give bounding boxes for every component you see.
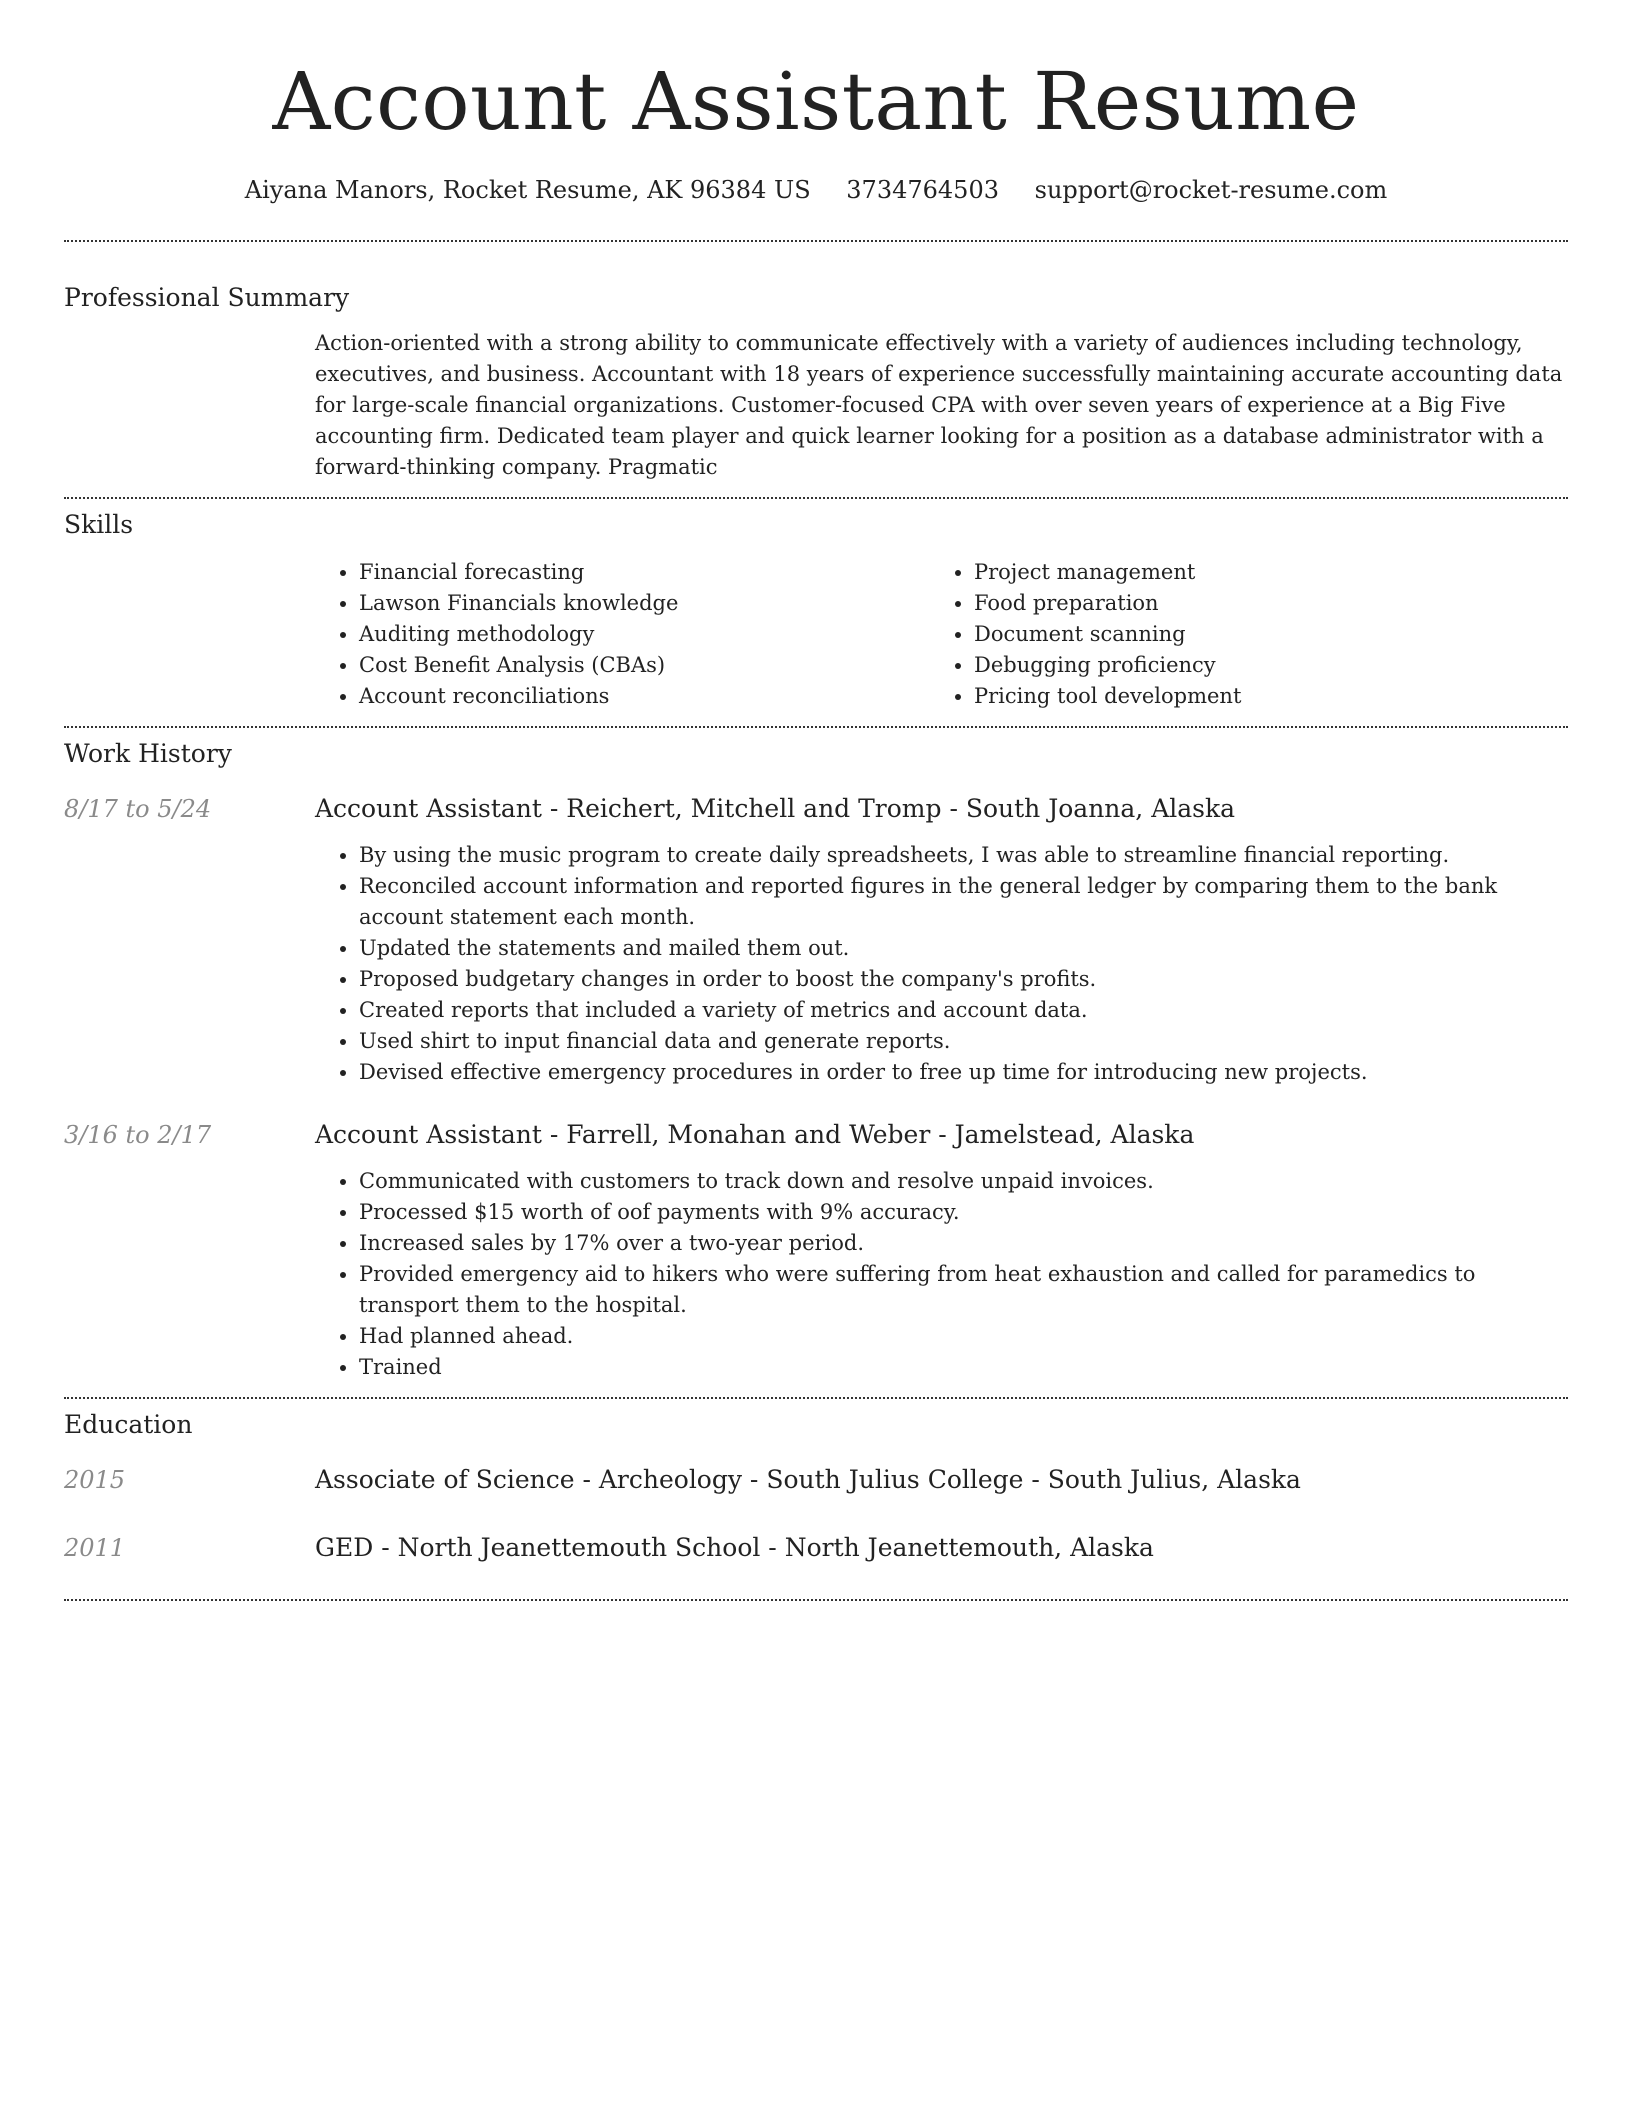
page-title: Account Assistant Resume <box>272 55 1360 148</box>
job-bullet: • Provided emergency aid to hikers who were suffering from heat exhaustion and called for paramedics to transport them to the hospital. <box>359 1259 1568 1321</box>
job-entry <box>64 1118 1568 1383</box>
contact-email: support@rocket-resume.com <box>1034 176 1388 204</box>
job-bullet: • Increased sales by 17% over a two-year period. <box>359 1228 1568 1259</box>
education-section <box>64 1399 1568 1599</box>
education-heading: Education <box>64 1410 193 1439</box>
job-bullet: • Trained <box>359 1352 1568 1383</box>
education-year: 2015 <box>64 1466 126 1494</box>
work-section <box>64 728 1568 1383</box>
work-heading: Work History <box>64 739 232 768</box>
skills-list <box>315 557 1565 712</box>
resume-page <box>64 0 1568 1601</box>
summary-section <box>64 242 1568 483</box>
skill-item: • Lawson Financials knowledge <box>359 588 930 619</box>
job-bullet: • Proposed budgetary changes in order to boost the company's profits. <box>359 964 1568 995</box>
job-bullet: • Reconciled account information and reported figures in the general ledger by comparing them to the bank account statement each month. <box>359 871 1568 933</box>
skill-item: • Pricing tool development <box>974 681 1545 712</box>
summary-heading: Professional Summary <box>64 283 350 312</box>
education-title: Associate of Science - Archeology - South Julius College - South Julius, Alaska <box>315 1465 1301 1494</box>
education-entry <box>64 1531 1568 1599</box>
skill-item: • Auditing methodology <box>359 619 930 650</box>
job-bullets <box>315 840 1568 1088</box>
contact-phone: 3734764503 <box>846 176 999 204</box>
skills-heading: Skills <box>64 510 134 539</box>
skills-column-left <box>315 557 930 712</box>
job-dates: 3/16 to 2/17 <box>64 1121 212 1149</box>
job-title: Account Assistant - Reichert, Mitchell and Tromp - South Joanna, Alaska <box>315 794 1236 823</box>
skill-item: • Debugging proficiency <box>974 650 1545 681</box>
contact-address: Aiyana Manors, Rocket Resume, AK 96384 US <box>244 176 811 204</box>
job-bullet: • By using the music program to create daily spreadsheets, I was able to streamline financial reporting. <box>359 840 1568 871</box>
divider <box>64 1599 1568 1601</box>
job-entry <box>64 792 1568 1088</box>
education-title: GED - North Jeanettemouth School - North Jeanettemouth, Alaska <box>315 1533 1154 1562</box>
skill-item: • Financial forecasting <box>359 557 930 588</box>
skills-section <box>64 499 1568 712</box>
job-title: Account Assistant - Farrell, Monahan and Weber - Jamelstead, Alaska <box>315 1120 1195 1149</box>
skill-item: • Project management <box>974 557 1545 588</box>
job-bullet: • Used shirt to input financial data and generate reports. <box>359 1026 1568 1057</box>
skill-item: • Document scanning <box>974 619 1545 650</box>
education-entry <box>64 1463 1568 1531</box>
skill-item: • Account reconciliations <box>359 681 930 712</box>
job-bullets <box>315 1166 1568 1383</box>
job-bullet: • Devised effective emergency procedures in order to free up time for introducing new projects. <box>359 1057 1568 1088</box>
contact-line <box>64 174 1568 206</box>
job-bullet: • Processed $15 worth of oof payments with 9% accuracy. <box>359 1197 1568 1228</box>
skill-item: • Food preparation <box>974 588 1545 619</box>
job-dates: 8/17 to 5/24 <box>64 795 212 823</box>
job-bullet: • Had planned ahead. <box>359 1321 1568 1352</box>
job-bullet: • Updated the statements and mailed them out. <box>359 933 1568 964</box>
skill-item: • Cost Benefit Analysis (CBAs) <box>359 650 930 681</box>
job-bullet: • Communicated with customers to track down and resolve unpaid invoices. <box>359 1166 1568 1197</box>
summary-text: Action-oriented with a strong ability to communicate effectively with a variety of audiences including technology, executives, and business. Accountant with 18 years of experience successfully maintaining accurate accounting data for large-scale financial organizations. Customer-focused CPA with over seven years of experience at a Big Five accounting firm. Dedicated team player and quick learner looking for a position as a database administrator with a forward-thinking company. Pragmatic <box>315 331 1563 479</box>
job-bullet: • Created reports that included a variety of metrics and account data. <box>359 995 1568 1026</box>
skills-column-right <box>930 557 1545 712</box>
education-year: 2011 <box>64 1534 126 1562</box>
summary-body <box>315 328 1565 483</box>
